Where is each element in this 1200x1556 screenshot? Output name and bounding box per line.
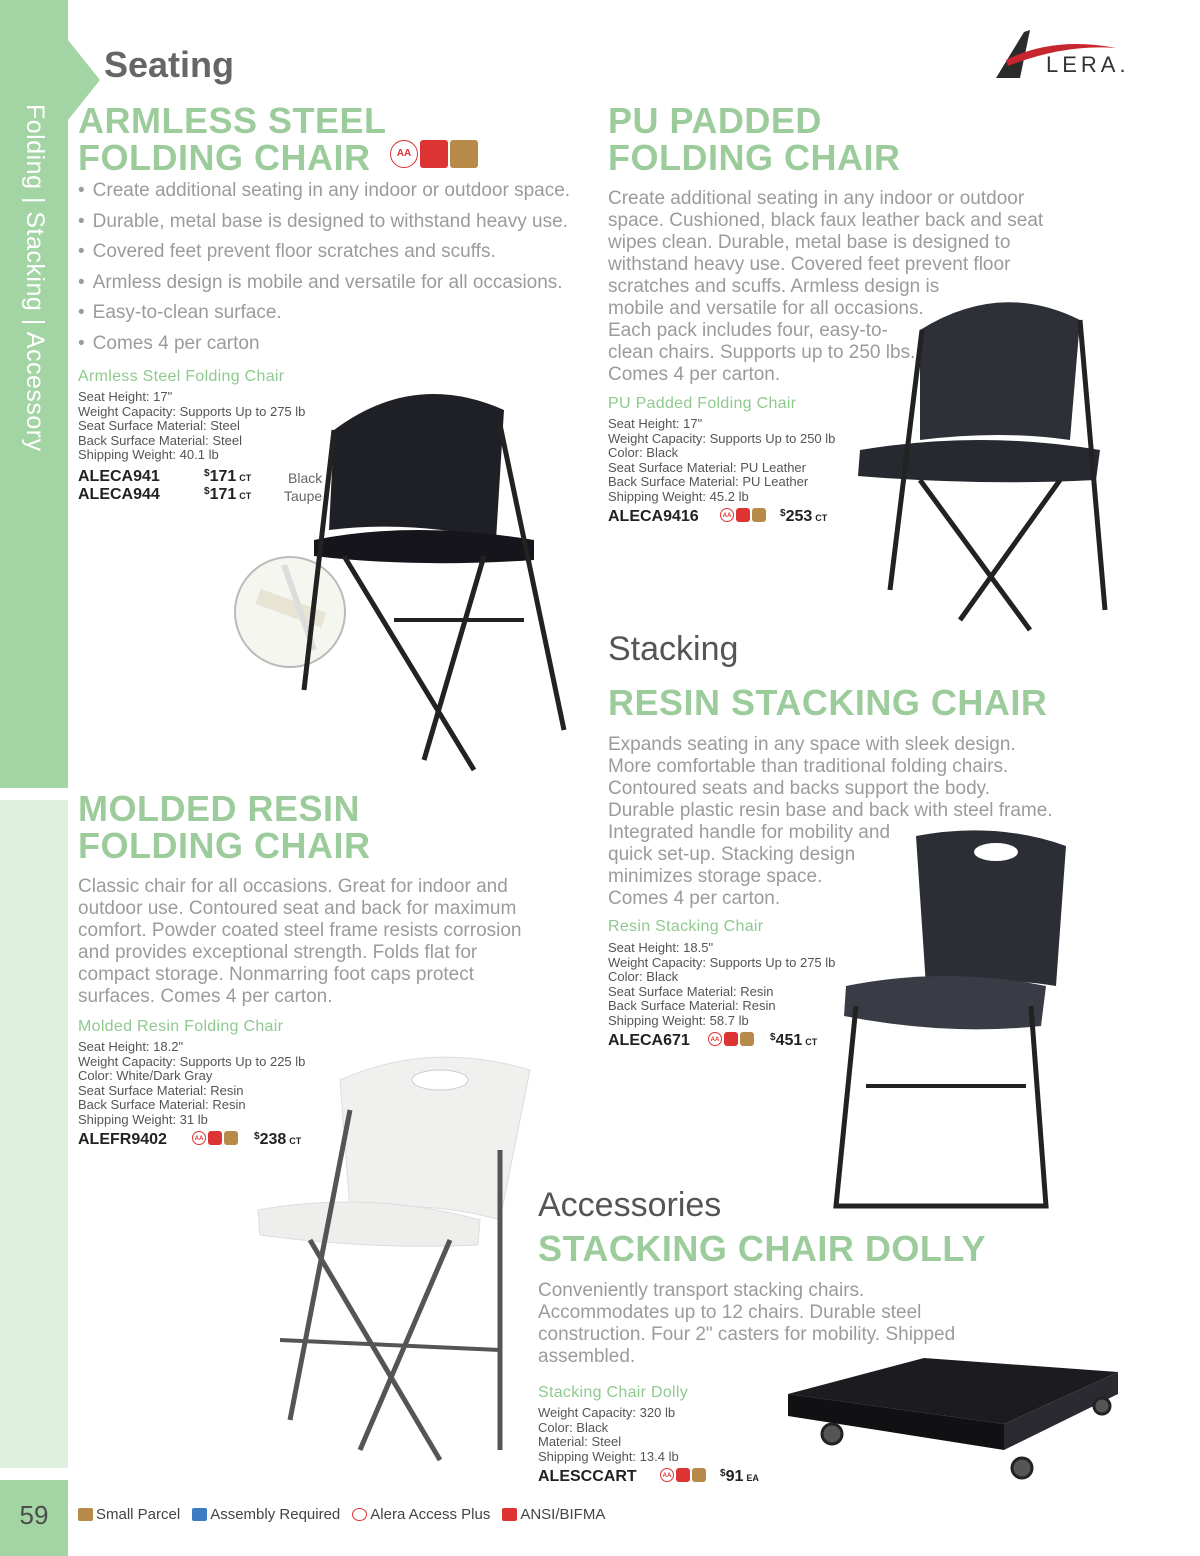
price: $91 EA — [720, 1468, 759, 1485]
armless-chair-image — [234, 350, 594, 780]
pu-badges — [720, 508, 766, 522]
alera-access-plus-icon — [352, 1508, 367, 1521]
dolly-specs: Weight Capacity: 320 lb Color: Black Material: Steel Shipping Weight: 13.4 lb — [538, 1405, 679, 1464]
sku-code: ALEFR9402 — [78, 1131, 167, 1148]
ansi-bifma-icon — [676, 1468, 690, 1482]
alera-access-plus-icon: AA — [390, 140, 418, 168]
side-rail-middle — [0, 800, 68, 1468]
pu-title: PU PADDED FOLDING CHAIR — [608, 100, 901, 178]
molded-spec-title: Molded Resin Folding Chair — [78, 1018, 284, 1035]
small-parcel-icon — [224, 1131, 238, 1145]
bullet: • Easy-to-clean surface. — [78, 302, 570, 333]
molded-specs: Seat Height: 18.2" Weight Capacity: Supports Up to 225 lb Color: White/Dark Gray Seat Surface Material: Resin Back Surface Material: Resin Shipping Weight: 31 lb — [78, 1039, 306, 1127]
alera-access-plus-icon: AA — [720, 508, 734, 522]
price: $253 CT — [780, 508, 828, 525]
sku-code: ALECA944 — [78, 486, 160, 503]
stacking-chair-image — [826, 826, 1076, 1216]
sku-code: ALECA9416 — [608, 508, 699, 525]
stacking-section-title: Stacking — [608, 630, 739, 668]
dolly-title: STACKING CHAIR DOLLY — [538, 1228, 987, 1269]
bullet: • Durable, metal base is designed to withstand heavy use. — [78, 211, 570, 242]
stacking-description: Expands seating in any space with sleek design. More comfortable than traditional folding chairs. Contoured seats and backs support the body. Durable plastic resin base and back with steel frame. Integrated handle for mobility and quick set-up. Stacking design minimizes storage space. Comes 4 per carton. — [608, 734, 1053, 909]
dolly-image — [784, 1350, 1124, 1490]
brand-name: LERA. — [1046, 52, 1130, 77]
price: $171 CT — [204, 486, 252, 503]
pu-specs: Seat Height: 17" Weight Capacity: Supports Up to 250 lb Color: Black Seat Surface Material: PU Leather Back Surface Material: PU Leather Shipping Weight: 45.2 lb — [608, 416, 836, 504]
molded-badges — [192, 1131, 238, 1145]
armless-spec-title: Armless Steel Folding Chair — [78, 368, 285, 385]
bullet: • Create additional seating in any indoor or outdoor space. — [78, 180, 570, 211]
armless-badges — [390, 140, 478, 168]
legend-item: Small Parcel — [78, 1506, 180, 1523]
armless-bullets — [78, 180, 570, 363]
page-number: 59 — [19, 1500, 49, 1530]
stacking-spec-title: Resin Stacking Chair — [608, 918, 764, 935]
pu-chair-image — [830, 290, 1120, 640]
armless-title: ARMLESS STEEL FOLDING CHAIR — [78, 100, 387, 178]
ansi-bifma-icon — [420, 140, 448, 168]
icon-legend — [78, 1506, 605, 1523]
small-parcel-icon — [752, 508, 766, 522]
molded-description: Classic chair for all occasions. Great for indoor and outdoor use. Contoured seat and back for maximum comfort. Powder coated steel frame resists corrosion and provides exceptional strength. Folds flat for compact storage. Nonmarring foot caps protect surfaces. Comes 4 per carton. — [78, 876, 522, 1007]
ansi-bifma-icon — [208, 1131, 222, 1145]
sku-code: ALECA941 — [78, 468, 160, 485]
stacking-badges — [708, 1032, 754, 1046]
ansi-bifma-icon — [502, 1508, 517, 1521]
small-parcel-icon — [78, 1508, 93, 1521]
pu-spec-title: PU Padded Folding Chair — [608, 395, 797, 412]
small-parcel-icon — [450, 140, 478, 168]
assembly-icon — [192, 1508, 207, 1521]
pu-description: Create additional seating in any indoor or outdoor space. Cushioned, black faux leather back and seat wipes clean. Durable, metal base is designed to withstand heavy use. Covered feet prevent floor scratches and scuffs. Armless design is mobile and versatile for all occasions. Each pack includes four, easy-to- clean chairs. Supports up to 250 lbs. Comes 4 per carton. — [608, 188, 1044, 385]
bullet: • Comes 4 per carton — [78, 333, 570, 364]
price: $171 CT — [204, 468, 252, 485]
dolly-badges — [660, 1468, 706, 1482]
armless-specs: Seat Height: 17" Weight Capacity: Supports Up to 275 lb Seat Surface Material: Steel Back Surface Material: Steel Shipping Weight: 40.1 lb — [78, 389, 306, 463]
price: $238 CT — [254, 1131, 302, 1148]
stacking-specs: Seat Height: 18.5" Weight Capacity: Supports Up to 275 lb Color: Black Seat Surface Material: Resin Back Surface Material: Resin Shipping Weight: 58.7 lb — [608, 940, 836, 1028]
sku-code: ALESCCART — [538, 1468, 637, 1485]
accessories-section-title: Accessories — [538, 1186, 722, 1224]
dolly-spec-title: Stacking Chair Dolly — [538, 1384, 689, 1401]
ansi-bifma-icon — [736, 508, 750, 522]
molded-chair-image — [250, 1050, 540, 1470]
legend-item: Assembly Required — [192, 1506, 340, 1523]
small-parcel-icon — [740, 1032, 754, 1046]
bullet: • Covered feet prevent floor scratches and scuffs. — [78, 241, 570, 272]
sku-code: ALECA671 — [608, 1032, 690, 1049]
alera-access-plus-icon: AA — [192, 1131, 206, 1145]
stacking-title: RESIN STACKING CHAIR — [608, 682, 1048, 723]
ansi-bifma-icon — [724, 1032, 738, 1046]
dolly-description: Conveniently transport stacking chairs. Accommodates up to 12 chairs. Durable steel construction. Four 2" casters for mobility. Shipped assembled. — [538, 1280, 956, 1367]
price: $451 CT — [770, 1032, 818, 1049]
page-title: Seating — [104, 44, 235, 85]
color-name: Taupe — [284, 488, 323, 504]
small-parcel-icon — [692, 1468, 706, 1482]
bullet: • Armless design is mobile and versatile for all occasions. — [78, 272, 570, 303]
molded-title: MOLDED RESIN FOLDING CHAIR — [78, 788, 371, 866]
legend-item: Alera Access Plus — [352, 1506, 490, 1523]
legend-item: ANSI/BIFMA — [502, 1506, 605, 1523]
alera-access-plus-icon: AA — [708, 1032, 722, 1046]
rail-label: Folding | Stacking | Accessory — [21, 104, 49, 452]
color-name: Black — [288, 470, 323, 486]
alera-access-plus-icon: AA — [660, 1468, 674, 1482]
